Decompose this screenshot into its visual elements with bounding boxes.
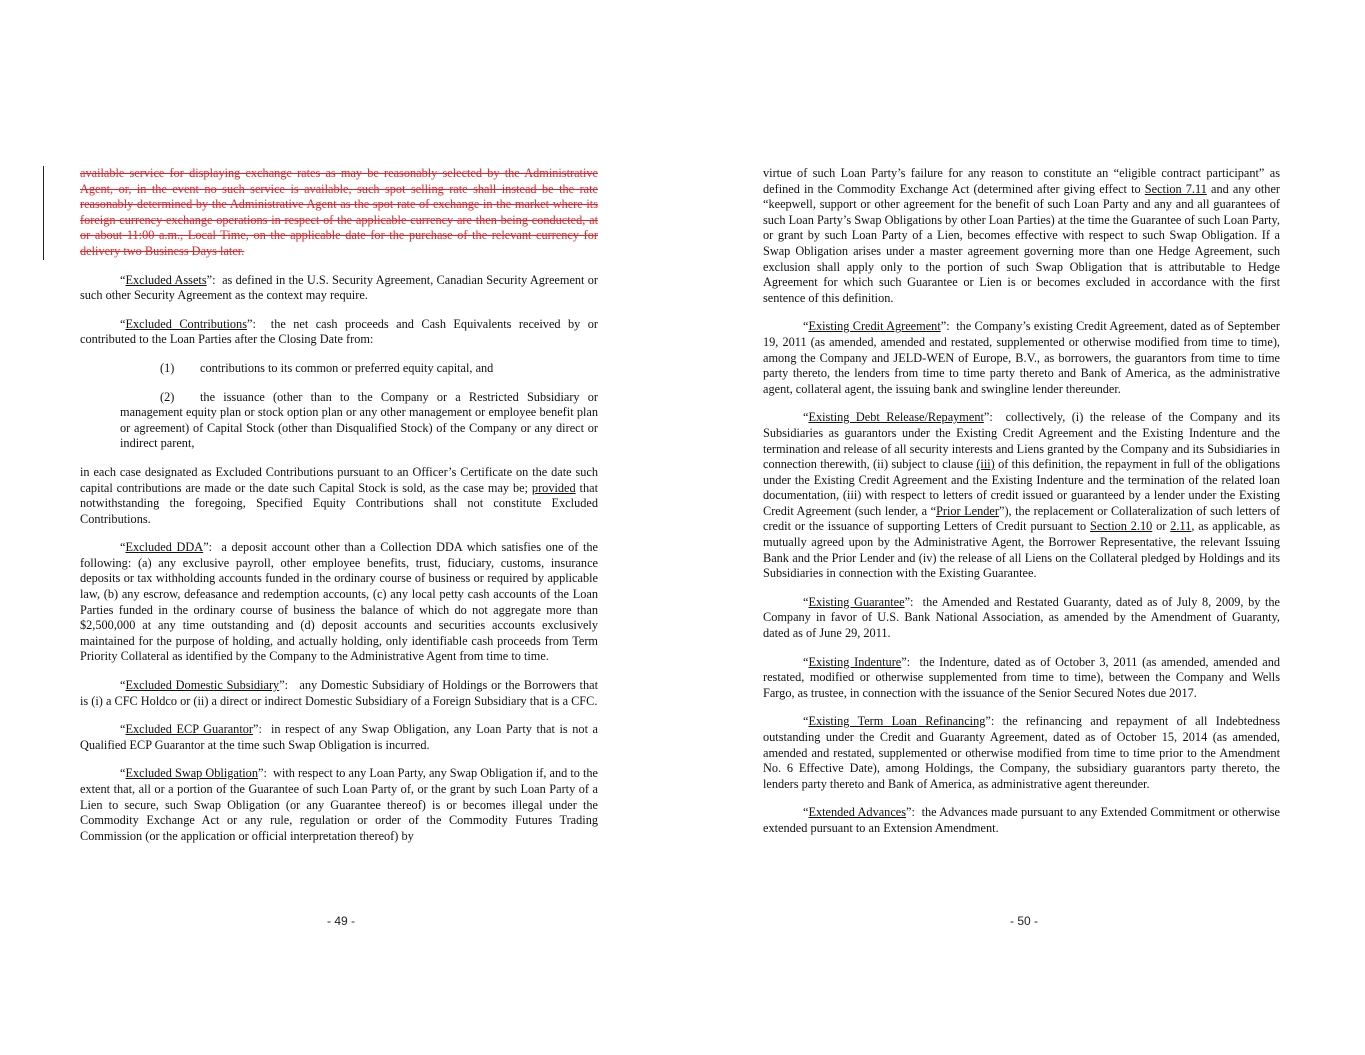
- change-bar: [43, 166, 44, 260]
- definition-excluded-contributions: “Excluded Contributions”: the net cash proceeds and Cash Equivalents received by or contributed to the Loan Parties after the Closing Date from:: [80, 316, 598, 347]
- tail-text: in each case designated as Excluded Contributions pursuant to an Officer’s Certificate on the date such capital contributions are made or the date such Capital Stock is sold, as the case may be;: [80, 464, 598, 495]
- term-excluded-assets: Excluded Assets: [125, 272, 207, 287]
- page-number: - 50 -: [1009, 914, 1038, 928]
- definition-existing-credit-agreement: “Existing Credit Agreement”: the Company’s existing Credit Agreement, dated as of September 19, 2011 (as amended, amended and restated, supplemented or otherwise modified from time to time), among the Company and JELD-WEN of Europe, B.V., as borrowers, the guarantors from time to time party thereto, the lenders from time to time party thereto and Bank of America, as the administrative agent, collateral agent, the issuing bank and swingline lender thereunder.: [763, 319, 1280, 396]
- page-50-text-column: [763, 166, 1280, 850]
- continuation-text: and any other “keepwell, support or other agreement for the benefit of such Loan Party and any and all guarantees of such Loan Party’s Swap Obligations by other Loan Parties) at the time the Guarantee of such Loan Party, or grant by such Loan Party of a Lien, becomes effective with respect to such Swap Obligation. If a Swap Obligation arises under a master agreement governing more than one Hedge Agreement, such exclusion shall apply only to the portion of such Swap Obligation that is attributable to Hedge Agreement for which such Guarantee or Lien is or becomes excluded in accordance with the first sentence of this definition.: [763, 181, 1280, 305]
- term-excluded-swap-obligation: Excluded Swap Obligation: [125, 766, 258, 781]
- definition-body: , as applicable, as mutually agreed upon by the Administrative Agent, the Borrower Representative, the relevant Issuing Bank and the Prior Lender and (iv) the release of all Liens on the Collateral pledged by Holdings and its Subsidiaries in connection with the Existing Guarantee.: [763, 519, 1280, 581]
- clause-ref: (iii): [976, 457, 995, 472]
- page-49-text-column: [80, 166, 598, 857]
- page-49: [0, 0, 682, 1055]
- definition-body: of this definition, the repayment in full of the obligations under the Existing Credit Agreement and the Existing Indenture and the termination of the related loan documentation, (iii) with respect to letters of credit issued or guaranteed by a lender under the Existing Credit Agreement (such lender, a “: [763, 457, 1281, 518]
- definition-extended-advances: “Extended Advances”: the Advances made pursuant to any Extended Commitment or otherwise extended pursuant to an Extension Amendment.: [763, 805, 1280, 835]
- definition-excluded-assets: “Excluded Assets”: as defined in the U.S. Security Agreement, Canadian Security Agreement or such other Security Agreement as the context may require.: [80, 272, 598, 303]
- swap-obligation-continuation: [763, 166, 1280, 306]
- item-text: the issuance (other than to the Company or a Restricted Subsidiary or management equity plan or stock option plan or any other management or employee benefit plan or agreement) of Capital Stock (other than Disqualified Stock) of the Company or any direct or indirect parent,: [120, 389, 598, 451]
- item-number: (2): [160, 389, 175, 404]
- deleted-spot-rate-text: available service for displaying exchange rates as may be reasonably selected by the Administrative Agent, or, in the event no such service is available, such spot selling rate shall instead be the rate reasonably determined by the Administrative Agent as the spot rate of exchange in the market where its foreign currency exchange operations in respect of the applicable currency are then being conducted, at or about 11:00 a.m., Local Time, on the applicable date for the purchase of the relevant currency for delivery two Business Days later.: [80, 166, 598, 258]
- term-excluded-domestic-subsidiary: Excluded Domestic Subsidiary: [125, 678, 280, 693]
- term-existing-guarantee: Existing Guarantee: [808, 594, 905, 609]
- item-text: contributions to its common or preferred equity capital, and: [200, 360, 494, 375]
- excluded-contributions-tail: [80, 465, 598, 527]
- section-ref: Section 2.10: [1090, 519, 1153, 534]
- term-prior-lender: Prior Lender: [936, 503, 999, 518]
- definition-body: the Indenture, dated as of October 3, 2011 (as amended, amended and restated, modified or otherwise supplemented from time to time), between the Company and Wells Fargo, as trustee, in connection with the issuance of the Senior Secured Notes due 2017.: [763, 654, 1281, 700]
- tail-text: that notwithstanding the foregoing, Specified Equity Contributions shall not constitute Excluded Contributions.: [80, 480, 598, 526]
- definition-body: the Amended and Restated Guaranty, dated as of July 8, 2009, by the Company in favor of U.S. Bank National Association, as amended by the Amendment of Guaranty, dated as of June 29, 2011.: [763, 594, 1280, 641]
- definition-body: a deposit account other than a Collection DDA which satisfies one of the following: (a) any exclusive payroll, other employee benefits, trust, fiduciary, customs, insurance deposits or tax withholding accounts funded in the ordinary course of business or required by applicable law, (b) any escrow, defeasance and redemption accounts, (c) any local petty cash accounts of the Loan Parties funded in the ordinary course of business the balance of which do not aggregate more than $2,500,000 at any time outstanding and (d) deposit accounts and securities accounts exclusively maintained for the purpose of holding, and actually holding, only identifiable cash proceeds from Term Priority Collateral as identified by the Company to the Administrative Agent from time to time.: [80, 540, 598, 664]
- section-ref: 2.11: [1170, 519, 1192, 534]
- term-excluded-ecp-guarantor: Excluded ECP Guarantor: [125, 722, 253, 737]
- definition-body: any Domestic Subsidiary of Holdings or the Borrowers that is (i) a CFC Holdco or (ii) a direct or indirect Domestic Subsidiary of a Foreign Subsidiary that is a CFC.: [80, 678, 598, 708]
- term-existing-term-loan-refinancing: Existing Term Loan Refinancing: [808, 714, 986, 729]
- term-excluded-contributions: Excluded Contributions: [125, 316, 247, 331]
- definition-body: collectively, (i) the release of the Company and its Subsidiaries as guarantors under the Existing Credit Agreement and the Existing Indenture and the termination and release of all security interests and Liens granted by the Company and its Subsidiaries in connection therewith, (ii) subject to clause: [763, 410, 1280, 472]
- definition-excluded-ecp-guarantor: “Excluded ECP Guarantor”: in respect of any Swap Obligation, any Loan Party that is not a Qualified ECP Guarantor at the time such Swap Obligation is incurred.: [80, 722, 599, 752]
- definition-body: the net cash proceeds and Cash Equivalents received by or contributed to the Loan Parties after the Closing Date from:: [80, 316, 598, 347]
- definition-existing-term-loan-refinancing: “Existing Term Loan Refinancing”: the refinancing and repayment of all Indebtedness outstanding under the Credit and Guaranty Agreement, dated as of October 15, 2014 (as amended, amended and restated, supplemented or otherwise modified from time to time prior to the Amendment No. 6 Effective Date), among Holdings, the Company, the subsidiary guarantors party thereto, the lenders party thereto and Bank of America, as administrative agent thereunder.: [763, 714, 1280, 791]
- term-extended-advances: Extended Advances: [808, 805, 907, 820]
- term-existing-debt-release: Existing Debt Release/Repayment: [808, 410, 984, 425]
- item-number: (1): [160, 360, 175, 375]
- term-existing-credit-agreement: Existing Credit Agreement: [808, 319, 941, 334]
- definition-existing-indenture: “Existing Indenture”: the Indenture, dated as of October 3, 2011 (as amended, amended and restated, modified or otherwise supplemented from time to time), between the Company and Wells Fargo, as trustee, in connection with the issuance of the Senior Secured Notes due 2017.: [763, 654, 1281, 700]
- definition-body: in respect of any Swap Obligation, any Loan Party that is not a Qualified ECP Guarantor at the time such Swap Obligation is incurred.: [80, 722, 599, 752]
- definition-body: with respect to any Loan Party, any Swap Obligation if, and to the extent that, all or a portion of the Guarantee of such Loan Party of, or the grant by such Loan Party of a Lien to secure, such Swap Obligation (or any Guarantee thereof) is or becomes illegal under the Commodity Exchange Act or any rule, regulation or order of the Commodity Futures Trading Commission (or the application or official interpretation thereof) by: [80, 766, 599, 843]
- definition-body: the refinancing and repayment of all Indebtedness outstanding under the Credit and Guaranty Agreement, dated as of October 15, 2014 (as amended, amended and restated, supplemented or otherwise modified from time to time prior to the Amendment No. 6 Effective Date), among Holdings, the Company, the subsidiary guarantors party thereto, the lenders party thereto and Bank of America, as administrative agent thereunder.: [763, 714, 1280, 791]
- definition-body: ”), the replacement or Collateralization of such letters of credit or the issuance of supporting Letters of Credit pursuant to: [763, 503, 1280, 534]
- definition-existing-debt-release: “Existing Debt Release/Repayment”: collectively, (i) the release of the Company and its Subsidiaries as guarantors under the Existing Credit Agreement and the Existing Indenture and the termination and release of all security interests and Liens granted by the Company and its Subsidiaries in connection therewith, (ii) subject to clause (iii) of this definition, the repayment in full of the obligations under the Existing Credit Agreement and the Existing Indenture and the termination of the related loan documentation, (iii) with respect to letters of credit issued or guaranteed by a lender under the Existing Credit Agreement (such lender, a “Prior Lender”), the replacement or Collateralization of such letters of credit or the issuance of supporting Letters of Credit pursuant to Section 2.10 or 2.11, as applicable, as mutually agreed upon by the Administrative Agent, the Borrower Representative, the relevant Issuing Bank and the Prior Lender and (iv) the release of all Liens on the Collateral pledged by Holdings and its Subsidiaries in connection with the Existing Guarantee.: [763, 410, 1281, 581]
- definition-existing-guarantee: “Existing Guarantee”: the Amended and Restated Guaranty, dated as of July 8, 2009, by the Company in favor of U.S. Bank National Association, as amended by the Amendment of Guaranty, dated as of June 29, 2011.: [763, 594, 1280, 641]
- page-50: [683, 0, 1365, 1055]
- enumerated-item-2: [120, 390, 598, 452]
- term-excluded-dda: Excluded DDA: [125, 540, 204, 555]
- section-ref: Section 7.11: [1144, 181, 1207, 196]
- enumerated-item-1: [160, 361, 598, 377]
- page-number: - 49 -: [326, 914, 355, 928]
- definition-body: the Advances made pursuant to any Extended Commitment or otherwise extended pursuant to an Extension Amendment.: [763, 805, 1280, 835]
- definition-body: as defined in the U.S. Security Agreement, Canadian Security Agreement or such other Security Agreement as the context may require.: [80, 272, 598, 303]
- term-existing-indenture: Existing Indenture: [808, 654, 902, 669]
- continuation-text: virtue of such Loan Party’s failure for any reason to constitute an “eligible contract participant” as defined in the Commodity Exchange Act (determined after giving effect to: [763, 166, 1280, 196]
- provided-term: provided: [531, 480, 576, 495]
- definition-excluded-dda: “Excluded DDA”: a deposit account other than a Collection DDA which satisfies one of the following: (a) any exclusive payroll, other employee benefits, trust, fiduciary, customs, insurance deposits or tax withholding accounts funded in the ordinary course of business or required by applicable law, (b) any escrow, defeasance and redemption accounts, (c) any local petty cash accounts of the Loan Parties funded in the ordinary course of business the balance of which do not aggregate more than $2,500,000 at any time outstanding and (d) deposit accounts and securities accounts exclusively maintained for the purpose of holding, and actually holding, only identifiable cash proceeds from Term Priority Collateral as identified by the Company to the Administrative Agent from time to time.: [80, 540, 598, 664]
- definition-body: the Company’s existing Credit Agreement, dated as of September 19, 2011 (as amended, amended and restated, supplemented or otherwise modified from time to time), among the Company and JELD-WEN of Europe, B.V., as borrowers, the guarantors from time to time party thereto, the lenders from time to time party thereto and Bank of America, as the administrative agent, collateral agent, the issuing bank and swingline lender thereunder.: [763, 319, 1280, 396]
- definition-excluded-domestic-subsidiary: “Excluded Domestic Subsidiary”: any Domestic Subsidiary of Holdings or the Borrowers that is (i) a CFC Holdco or (ii) a direct or indirect Domestic Subsidiary of a Foreign Subsidiary that is a CFC.: [80, 678, 598, 708]
- definition-excluded-swap-obligation: “Excluded Swap Obligation”: with respect to any Loan Party, any Swap Obligation if, and to the extent that, all or a portion of the Guarantee of such Loan Party of, or the grant by such Loan Party of a Lien to secure, such Swap Obligation (or any Guarantee thereof) is or becomes illegal under the Commodity Exchange Act or any rule, regulation or order of the Commodity Futures Trading Commission (or the application or official interpretation thereof) by: [80, 766, 599, 843]
- definition-body: or: [1156, 519, 1167, 534]
